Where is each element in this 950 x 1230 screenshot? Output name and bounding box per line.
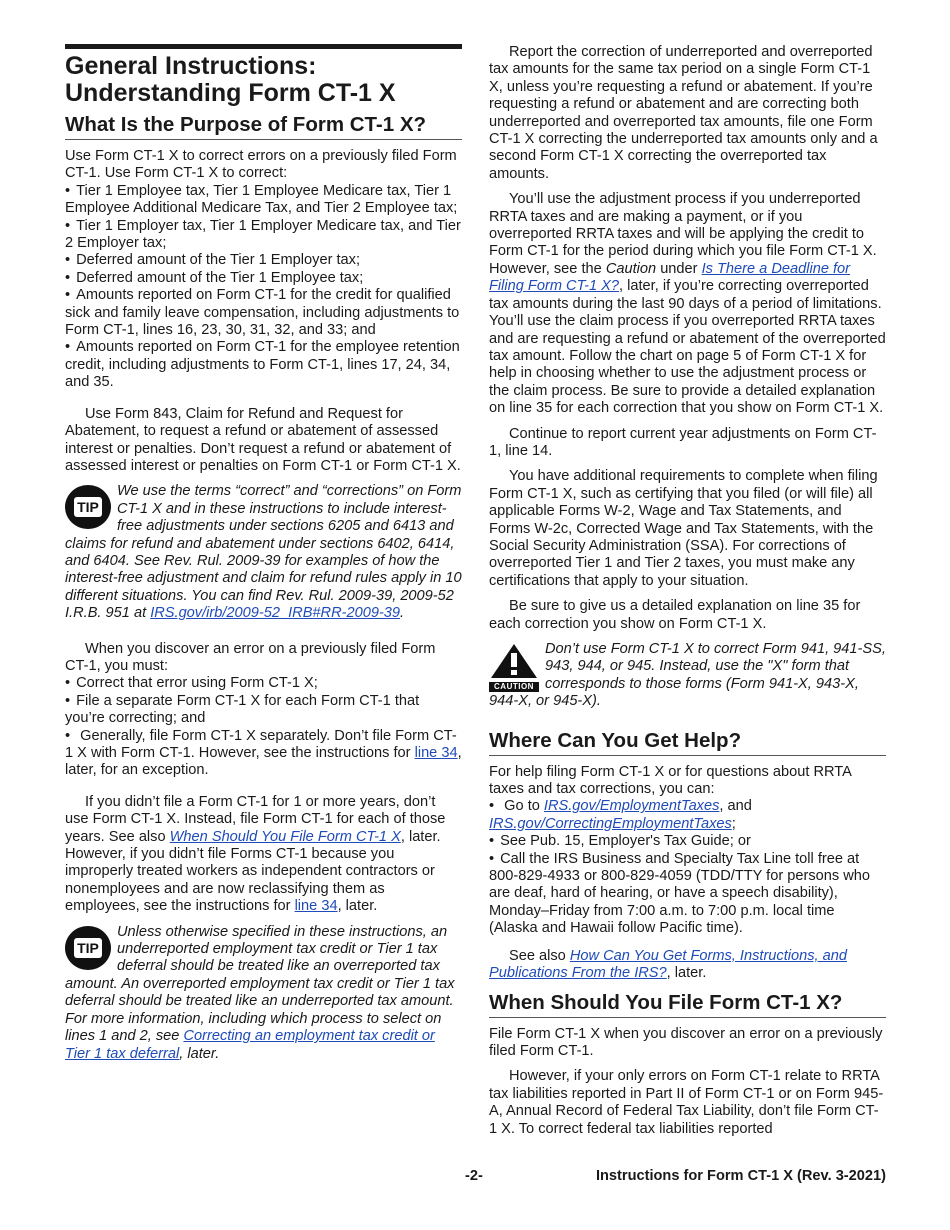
- help-bullet: • Call the IRS Business and Specialty Tax Line toll free at 800-829-4933 or 800-829-4059 (TDD/TTY for persons who are deaf, hard of hearing, or have a speech disability), Monday–Friday from 7:00 a.m. to 7:00 p.m. local time (Alaska and Hawaii follow Pacific time).: [489, 851, 886, 938]
- discover-bullet: • Correct that error using Form CT-1 X;: [65, 675, 462, 692]
- caution-note: CAUTION Don’t use Form CT-1 X to correct Form 941, 941-SS, 943, 944, or 945. Instead, use the "X" form that corresponds to those forms (Form 941-X, 943-X, 944-X, or 945-X).: [489, 641, 886, 710]
- line34-link[interactable]: line 34: [414, 745, 458, 761]
- irb-link[interactable]: IRS.gov/irb/2009-52_IRB#RR-2009-39: [150, 605, 401, 622]
- employment-taxes-link[interactable]: IRS.gov/EmploymentTaxes: [543, 798, 720, 815]
- correcting-taxes-link[interactable]: IRS.gov/CorrectingEmploymentTaxes: [489, 815, 732, 832]
- when-heading: When Should You File Form CT-1 X?: [489, 991, 886, 1018]
- when-file-link[interactable]: When Should You File Form CT-1 X: [169, 828, 401, 845]
- purpose-bullet: • Amounts reported on Form CT-1 for the employee retention credit, including adjustments to Form CT-1, lines 17, 24, 34, and 35.: [65, 339, 462, 391]
- purpose-bullet: • Tier 1 Employee tax, Tier 1 Employee Medicare tax, Tier 1 Employee Additional Medicare Tax, and Tier 2 Employee tax;: [65, 183, 462, 218]
- correcting-credit-link[interactable]: Correcting an employment tax credit or Tier 1 tax deferral: [65, 1028, 435, 1062]
- help-intro: For help filing Form CT-1 X or for questions about RRTA taxes and tax corrections, you can:: [489, 763, 852, 798]
- tip-note-1: TIP We use the terms “correct” and “corrections” on Form CT-1 X and in these instructions to include interest-free adjustments under sections 6205 and 6413 and claims for refund and abatement under sections 6402, 6414, and 6404. See Rev. Rul. 2009-39 for examples of how the interest-free adjustment and claim for refund rules apply in 10 different situations. You can find Rev. Rul. 2009-39, 2009-52 I.R.B. 951 at IRS.gov/irb/2009-52_IRB#RR-2009-39.: [65, 483, 462, 622]
- purpose-bullet: • Deferred amount of the Tier 1 Employer tax;: [65, 252, 462, 269]
- right-column: [489, 44, 886, 1146]
- adjustment-paragraph: You’ll use the adjustment process if you underreported RRTA taxes and are making a payment, or if you overreported RRTA taxes and will be applying the credit to Form CT-1 for the period during which you file Form CT-1 X. However, see the Caution under Is There a Deadline for Filing Form CT-1 X?, later, if you’re correcting overreported tax amounts during the last 90 days of a period of limitations. You’ll use the claim process if you overreported RRTA taxes and are requesting a refund or abatement of the overreported tax amount. Follow the chart on page 5 of Form CT-1 X for help in choosing whether to use the adjustment process or the claim process. Be sure to provide a detailed explanation on line 35 for each correction that you show on Form CT-1 X.: [489, 191, 886, 417]
- help-bullet: • See Pub. 15, Employer's Tax Guide; or: [489, 833, 886, 850]
- tip-icon: TIP: [65, 926, 111, 970]
- nofile-paragraph: If you didn’t file a Form CT-1 for 1 or more years, don’t use Form CT-1 X. Instead, file Form CT-1 for each of those years. See also When Should You File Form CT-1 X, later. However, if you didn’t file Forms CT-1 because you improperly treated workers as independent contractors or nonemployees and are now reclassifying them as employees, see the instructions for line 34, later.: [65, 793, 446, 915]
- purpose-bullet: • Tier 1 Employer tax, Tier 1 Employer Medicare tax, and Tier 2 Employer tax;: [65, 218, 462, 253]
- help-bullet: • Go to IRS.gov/EmploymentTaxes, and IRS.gov/CorrectingEmploymentTaxes;: [489, 798, 886, 833]
- page-title: General Instructions: Understanding Form CT-1 X: [65, 52, 396, 107]
- current-year-paragraph: Continue to report current year adjustments on Form CT-1, line 14.: [489, 425, 877, 459]
- purpose-intro: Use Form CT-1 X to correct errors on a previously filed Form CT-1. Use Form CT-1 X to correct:: [65, 148, 457, 182]
- see-also-paragraph: See also How Can You Get Forms, Instructions, and Publications From the IRS?, later.: [489, 947, 847, 982]
- correction-paragraph: Report the correction of underreported and overreported tax amounts for the same tax period on a single Form CT-1 X, unless you’re requesting a refund or abatement. If you’re requesting a refund or abatement and are correcting both underreported and overreported tax amounts, file one Form CT-1 X correcting the underreported tax amounts only and a second Form CT-1 X correcting the overreported tax amounts.: [489, 44, 878, 182]
- explanation-paragraph: Be sure to give us a detailed explanation on line 35 for each correction you show on Form CT-1 X.: [489, 598, 861, 632]
- when-paragraph-1: File Form CT-1 X when you discover an error on a previously filed Form CT-1.: [489, 1025, 883, 1059]
- purpose-bullet: • Deferred amount of the Tier 1 Employee tax;: [65, 270, 462, 287]
- deadline-link[interactable]: Is There a Deadline for Filing Form CT-1 X?: [489, 260, 851, 295]
- discover-bullet: • Generally, file Form CT-1 X separately. Don’t file Form CT-1 X with Form CT-1. However, see the instructions for line 34, later, for an exception.: [65, 728, 462, 780]
- left-column: [65, 44, 462, 1075]
- line34-link-2[interactable]: line 34: [294, 898, 338, 915]
- page-footer: [65, 1168, 886, 1188]
- caution-icon: CAUTION: [489, 643, 539, 692]
- purpose-bullet: • Amounts reported on Form CT-1 for the credit for qualified sick and family leave compensation, including adjustments to Form CT-1, lines 16, 23, 30, 31, 32, and 33; and: [65, 287, 462, 339]
- page-number: -2-: [465, 1168, 483, 1184]
- requirements-paragraph: You have additional requirements to complete when filing Form CT-1 X, such as certifying that you filed (or will file) all applicable Forms W-2, Wage and Tax Statements, and Forms W-2c, Corrected Wage and Tax Statements, with the Social Security Administration (SSA). For corrections of overreported Tier 1 and Tier 2 taxes, you must make any certifications that apply to your situation.: [489, 468, 878, 589]
- tip-note-2: TIP Unless otherwise specified in these instructions, an underreported employment tax credit or Tier 1 tax deferral should be treated like an overreported tax amount. An overreported employment tax credit or Tier 1 tax deferral should be treated like an underreported tax amount. For more information, including which process to select on lines 1 and 2, see Correcting an employment tax credit or Tier 1 tax deferral, later.: [65, 923, 455, 1062]
- purpose-heading: What Is the Purpose of Form CT-1 X?: [65, 113, 462, 140]
- top-rule: [65, 44, 462, 49]
- form843-paragraph: Use Form 843, Claim for Refund and Request for Abatement, to request a refund or abatement of assessed interest or penalties. Don’t request a refund or abatement of assessed interest or penalties on Form CT-1 or Form CT-1 X.: [65, 405, 461, 474]
- discover-intro: When you discover an error on a previously filed Form CT-1, you must:: [65, 640, 436, 674]
- document-title: Instructions for Form CT-1 X (Rev. 3-2021): [595, 1168, 886, 1184]
- tip-icon: TIP: [65, 485, 111, 529]
- forms-link[interactable]: How Can You Get Forms, Instructions, and Publications From the IRS?: [489, 947, 847, 982]
- help-heading: Where Can You Get Help?: [489, 729, 886, 756]
- when-paragraph-2: However, if your only errors on Form CT-1 relate to RRTA tax liabilities reported in Part II of Form CT-1 or on Form 945-A, Annual Record of Federal Tax Liability, don’t file Form CT-1 X. To correct federal tax liabilities reported: [489, 1068, 884, 1137]
- discover-bullet: • File a separate Form CT-1 X for each Form CT-1 that you’re correcting; and: [65, 693, 462, 728]
